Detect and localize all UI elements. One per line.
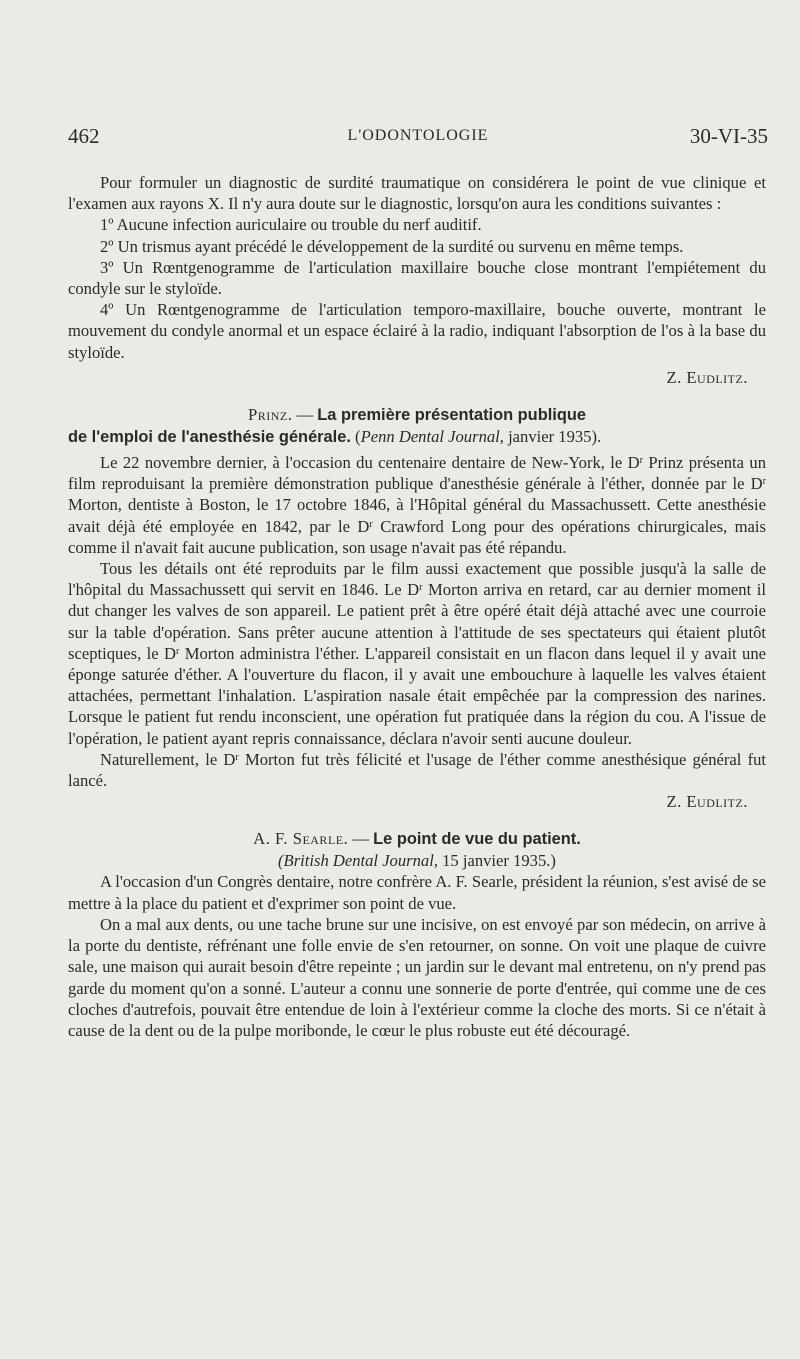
article-heading	[68, 828, 766, 871]
running-header	[68, 124, 768, 154]
article-title-cont: de l'emploi de l'anesthésie générale.	[68, 428, 351, 447]
source-paren: (	[350, 427, 361, 447]
list-item: 4º Un Rœntgenogramme de l'articulation temporo-maxillaire, bouche ouverte, montrant le mouvement du condyle anormal et un espace éclairé à la radio, indiquant l'absorption de l'os à la base du styloïde.	[68, 300, 766, 362]
signature: Z. Eudlitz.	[666, 792, 748, 812]
article-author: Prinz.	[248, 405, 293, 425]
paragraph-intro: Pour formuler un diagnostic de surdité traumatique on considérera le point de vue clinique et l'examen aux rayons X. Il n'y aura doute sur le diagnostic, lorsqu'on aura les conditions suivantes :	[68, 173, 766, 214]
source-journal: Penn Dental Journal,	[360, 427, 504, 447]
article-heading	[68, 404, 766, 448]
heading-dash: —	[348, 829, 374, 849]
source-date: 15 janvier 1935.)	[437, 851, 556, 871]
signature: Z. Eudlitz.	[666, 367, 748, 387]
list-item: 3º Un Rœntgenogramme de l'articulation maxillaire bouche close montrant l'empiétement du condyle sur le styloïde.	[68, 257, 766, 299]
list-item: 1º Aucune infection auriculaire ou trouble du nerf auditif.	[100, 215, 482, 235]
article-title: La première présentation publique	[317, 406, 586, 425]
page-body	[68, 172, 766, 1041]
issue-date: 30-VI-35	[689, 124, 768, 148]
running-title: L'ODONTOLOGIE	[347, 127, 489, 144]
article-author: A. F. Searle.	[253, 829, 349, 849]
paragraph: Tous les détails ont été reproduits par le film aussi exactement que possible jusqu'à la salle de l'hôpital du Massachussett qui servit en 1846. Le $D^r$ Morton arriva en retard, car au dernier moment il dut changer les valves de son appareil. Le patient prêt à être opéré était déjà attaché avec une courroie sur la table d'opération. Sans prêter aucune attention à l'attitude de ses spectateurs qui étaient plutôt sceptiques, le $D^r$ Morton administra l'éther. L'appareil consistait en un flacon dans lequel il y avait une éponge saturée d'éther. A l'ouverture du flacon, il y avait une embouchure à laquelle les valves étaient attachées, permettant l'inhalation. L'aspiration nasale était empêchée par la compression des narines. Lorsque le patient fut rendu inconscient, une opération fut pratiquée dans la région du cou. A l'issue de l'opération, le patient ayant repris connaissance, déclara n'avoir senti aucune douleur.	[68, 559, 767, 748]
paragraph: Le 22 novembre dernier, à l'occasion du centenaire dentaire de New-York, le $D^r$ Prinz présenta un film reproduisant la première démonstration publique d'anesthésie générale à l'éther, donnée par le $D^r$ Morton, dentiste à Boston, le 17 octobre 1846, à l'Hôpital général du Massachussett. Cette anesthésie avait déjà été employée en 1842, par le $D^r$ Crawford Long pour des opérations chirurgicales, mais comme il n'avait fait aucune publication, son usage n'avait pas été répandu.	[68, 453, 766, 557]
list-item: 2º Un trismus ayant précédé le développement de la surdité ou survenu en même temps.	[100, 236, 684, 256]
article-title: Le point de vue du patient.	[373, 830, 581, 849]
page-number: 462	[68, 124, 100, 148]
heading-dash: —	[292, 405, 318, 425]
source-date: janvier 1935).	[503, 427, 602, 447]
paragraph: A l'occasion d'un Congrès dentaire, notre confrère A. F. Searle, président la réunion, s'est avisé de se mettre à la place du patient et d'exprimer son point de vue.	[68, 872, 766, 913]
paragraph: Naturellement, le $D^r$ Morton fut très félicité et l'usage de l'éther comme anesthésique général fut lancé.	[68, 749, 766, 791]
source-journal: (British Dental Journal,	[278, 851, 438, 871]
paragraph: On a mal aux dents, ou une tache brune sur une incisive, on est envoyé par son médecin, on arrive à la porte du dentiste, réfrénant une folle envie de s'en retourner, on sonne. On voit une plaque de cuivre sale, une maison qui aurait besoin d'être repeinte ; un jardin sur le devant mal entretenu, on n'y prend pas garde du moment qu'on a sonné. L'auteur a connu une sonnerie de porte d'entrée, qui comme une de ces cloches d'autrefois, pouvait être entendue de loin à l'extérieur comme la cloche des morts. Si ce n'était à cause de la dent ou de la pulpe moribonde, le cœur le plus robuste eut été découragé.	[68, 914, 766, 1040]
